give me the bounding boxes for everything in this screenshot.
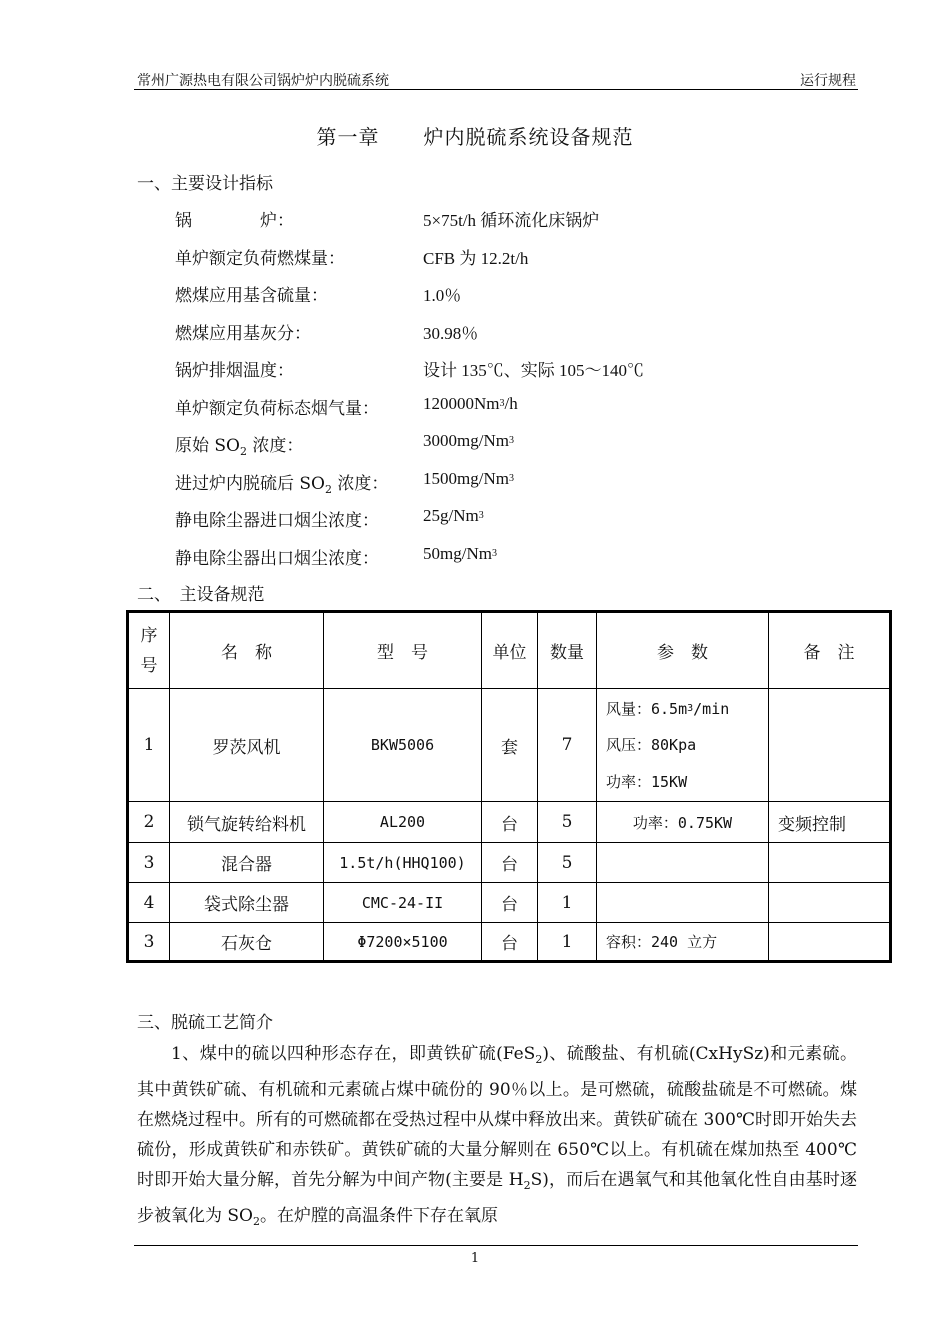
column-header: 参 数	[597, 612, 769, 689]
cell-model: AL200	[324, 802, 482, 843]
chapter-name: 炉内脱硫系统设备规范	[423, 125, 634, 149]
cell-note	[769, 689, 891, 802]
cell-qty: 7	[538, 689, 597, 802]
cell-unit: 套	[482, 689, 538, 802]
chapter-title	[0, 121, 950, 150]
page-number: 1	[470, 1251, 480, 1266]
cell-name: 罗茨风机	[170, 689, 324, 802]
spec-label: 单炉额定负荷标态烟气量：	[175, 399, 379, 419]
cell-no: 4	[128, 883, 170, 923]
cell-unit: 台	[482, 923, 538, 962]
cell-qty: 1	[538, 883, 597, 923]
body-paragraph: 1、煤中的硫以四种形态存在，即黄铁矿硫(FeS$_2$)、硫酸盐、有机硫(CxHySz)和元素硫。其中黄铁矿硫、有机硫和元素硫占煤中硫份的 90％以上。是可燃硫，硫酸盐硫是不可燃硫。煤在燃烧过程中。所有的可燃硫都在受热过程中从煤中释放出来。黄铁矿硫在 300℃时即开始失去硫份，形成黄铁矿和赤铁矿。黄铁矿硫的大量分解则在 650℃以上。有机硫在煤加热至 400℃时即开始大量分解，首先分解为中间产物(主要是 $H_2S$)，而后在遇氧气和其他氧化性自由基时逐步被氧化为 $SO_2$。在炉膛的高温条件下存在氧原	[137, 1044, 857, 1228]
cell-model: 1.5t/h(HHQ100)	[324, 843, 482, 883]
header-left: 常州广源热电有限公司锅炉炉内脱硫系统	[137, 73, 389, 89]
cell-model: Φ7200×5100	[324, 923, 482, 962]
cell-no: 3	[128, 843, 170, 883]
cell-qty: 5	[538, 802, 597, 843]
spec-value: 1.0％	[423, 286, 462, 305]
spec-value: 5×75t/h 循环流化床锅炉	[423, 211, 600, 230]
spec-label: 单炉额定负荷燃煤量：	[175, 249, 345, 269]
cell-params: 容积：240 立方	[597, 923, 769, 962]
column-header: 名 称	[170, 612, 324, 689]
chapter-number: 第一章	[316, 125, 380, 149]
spec-label: 进过炉内脱硫后 $SO_2$ 浓度：	[175, 474, 389, 496]
cell-params: 功率：0.75KW	[597, 802, 769, 843]
table-row	[128, 843, 891, 883]
spec-value: CFB 为 12.2t/h	[423, 249, 529, 268]
section3-heading: 三、脱硫工艺简介	[137, 1013, 273, 1033]
cell-note	[769, 923, 891, 962]
spec-value: 3000mg/Nm$^3$	[423, 431, 514, 450]
spec-label: 锅炉排烟温度：	[175, 361, 294, 381]
cell-name: 袋式除尘器	[170, 883, 324, 923]
column-header: 数量	[538, 612, 597, 689]
spec-value: 设计 135℃、实际 105～140℃	[423, 361, 644, 380]
header-right: 运行规程	[800, 73, 856, 89]
cell-unit: 台	[482, 883, 538, 923]
spec-label: 锅 炉：	[175, 211, 294, 231]
cell-model: CMC-24-II	[324, 883, 482, 923]
table-row	[128, 689, 891, 802]
cell-note	[769, 883, 891, 923]
spec-value: 50mg/Nm$^3$	[423, 544, 497, 563]
cell-name: 混合器	[170, 843, 324, 883]
table-header-row	[128, 612, 891, 689]
cell-unit: 台	[482, 843, 538, 883]
spec-label: 静电除尘器出口烟尘浓度：	[175, 549, 379, 569]
column-header: 单位	[482, 612, 538, 689]
spec-label: 静电除尘器进口烟尘浓度：	[175, 511, 379, 531]
spec-value: 30.98％	[423, 324, 479, 343]
spec-value: 1500mg/Nm$^3$	[423, 469, 514, 488]
section2-heading: 二、 主设备规范	[137, 585, 265, 605]
footer-divider	[134, 1245, 858, 1246]
column-header: 型 号	[324, 612, 482, 689]
cell-no: 3	[128, 923, 170, 962]
cell-name: 石灰仓	[170, 923, 324, 962]
cell-qty: 1	[538, 923, 597, 962]
cell-params	[597, 883, 769, 923]
cell-qty: 5	[538, 843, 597, 883]
spec-value: 25g/Nm$^3$	[423, 506, 484, 525]
column-header: 备 注	[769, 612, 891, 689]
cell-unit: 台	[482, 802, 538, 843]
cell-model: BKW5006	[324, 689, 482, 802]
spec-value: 120000Nm$^3$/h	[423, 394, 518, 413]
column-header: 序号	[128, 612, 170, 689]
cell-no: 1	[128, 689, 170, 802]
table-row	[128, 923, 891, 962]
table-row	[128, 802, 891, 843]
section1-heading: 一、主要设计指标	[137, 174, 273, 194]
equipment-table	[126, 610, 892, 963]
cell-note	[769, 843, 891, 883]
cell-note: 变频控制	[769, 802, 891, 843]
cell-name: 锁气旋转给料机	[170, 802, 324, 843]
table-row	[128, 883, 891, 923]
cell-no: 2	[128, 802, 170, 843]
spec-label: 原始 $SO_2$ 浓度：	[175, 436, 304, 458]
header-divider	[134, 89, 858, 90]
spec-label: 燃煤应用基含硫量：	[175, 286, 328, 306]
spec-label: 燃煤应用基灰分：	[175, 324, 311, 344]
cell-params	[597, 843, 769, 883]
cell-params: 风量：$6.5m^3/\min$ 风压：80Kpa 功率：15KW	[597, 689, 769, 802]
